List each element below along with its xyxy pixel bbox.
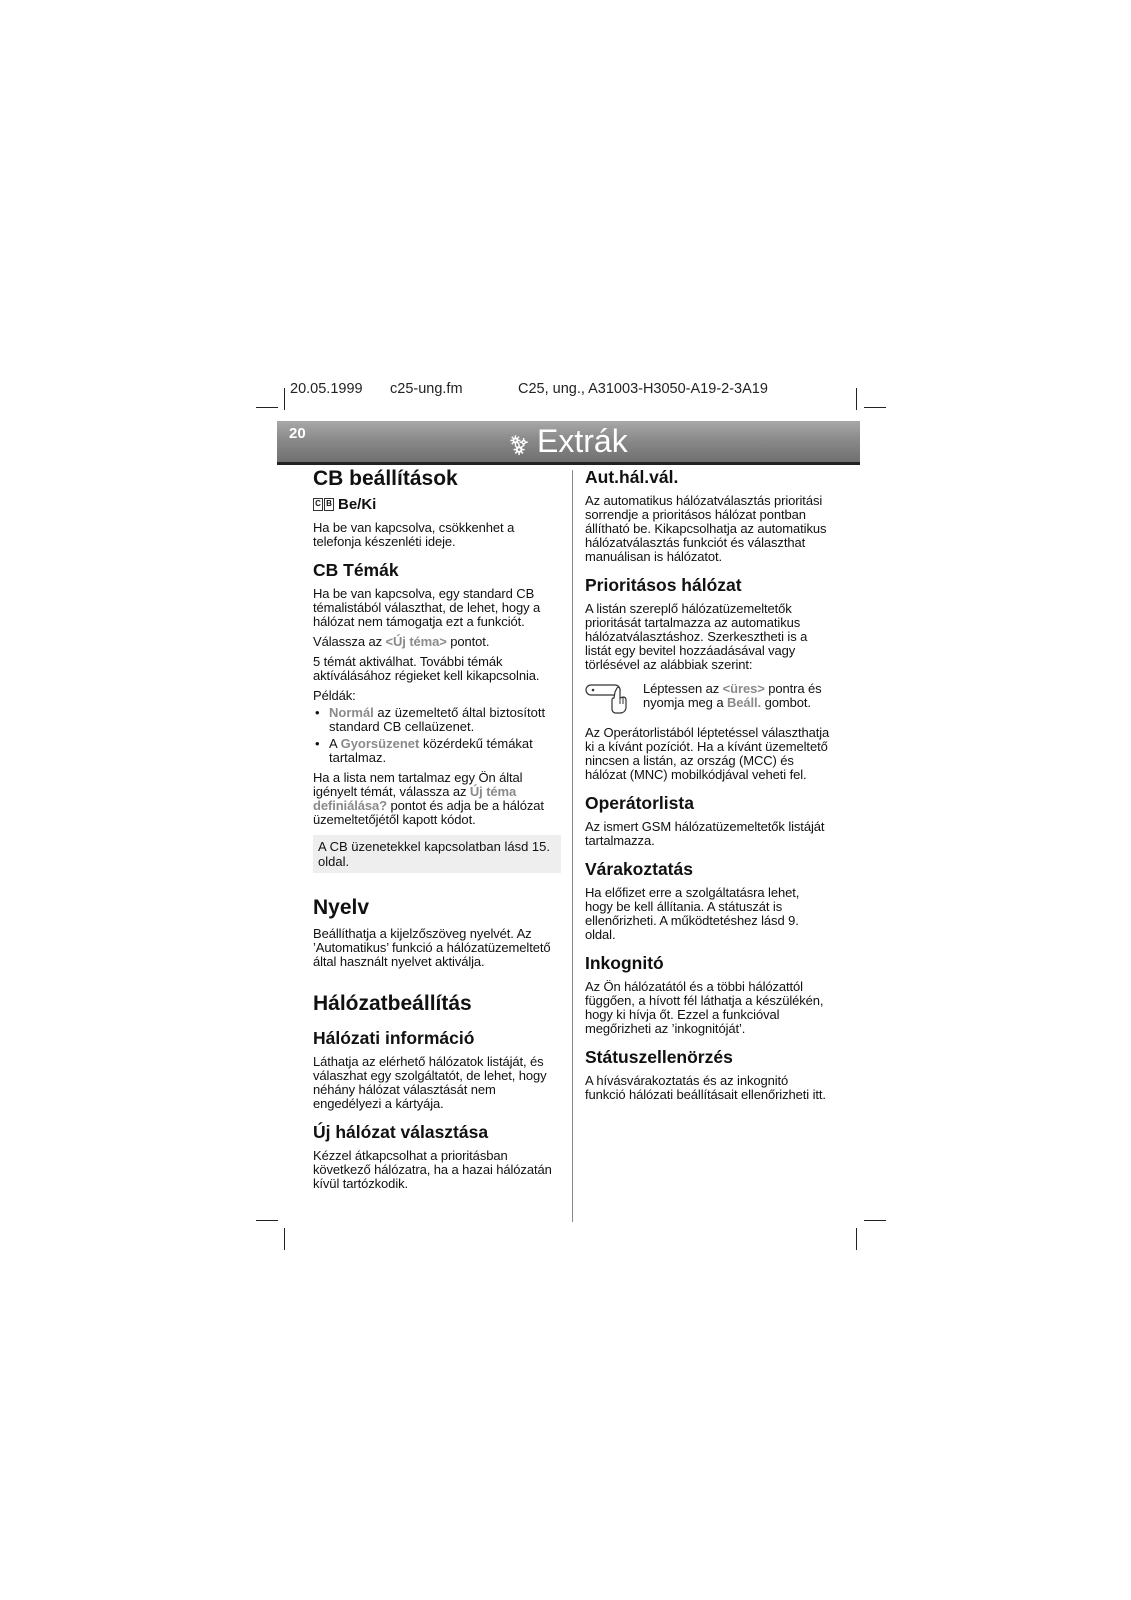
priority-network-heading: Prioritásos hálózat	[585, 575, 742, 595]
operator-list-heading: Operátorlista	[585, 793, 694, 813]
chapter-heading	[509, 423, 628, 460]
text-fragment: közérdekű témákat tartalmaz.	[329, 736, 533, 765]
be-ki-heading	[313, 496, 561, 513]
empty-option: <üres>	[722, 681, 765, 696]
examples-label: Példák:	[313, 688, 356, 703]
list-item	[313, 737, 561, 765]
operator-list-text: Az ismert GSM hálózatüzemeltetők listáját tartalmazza.	[585, 819, 825, 848]
crop-mark	[856, 1228, 857, 1250]
normal-option: Normál	[329, 705, 374, 720]
operator-list-select-text: Az Operátorlistából léptetéssel választhatja ki a kívánt pozíciót. Ha a kívánt üzemeltető nincsen a listán, az ország (MCC) és hálózat (MNC) mobilkódjával veheti fel.	[585, 725, 830, 782]
network-info-text: Láthatja az elérhető hálózatok listáját, és válaszhat egy szolgáltatót, de lehet, hogy néhány hálózat választását nem engedélyezi a kártyája.	[313, 1054, 547, 1111]
cb-settings-heading: CB beállítások	[313, 467, 458, 490]
cb-note: A CB üzenetekkel kapcsolatban lásd 15. oldal.	[313, 835, 561, 873]
incognito-heading: Inkognitó	[585, 953, 664, 973]
chapter-title: Extrák	[537, 423, 628, 459]
cb-topics-text: Ha be van kapcsolva, egy standard CB témalistából választhat, de lehet, hogy a hálózat nem támogatja ezt a funkciót.	[313, 586, 541, 629]
priority-network-text: A listán szereplő hálózatüzemeltetők prioritását tartalmazza az automatikus hálózatválasztáshoz. Szerkesztheti is a listát egy bevitel hozzáadásával vagy törlésével az alábbiak szerint:	[585, 601, 808, 672]
crop-mark	[864, 1220, 886, 1221]
incognito-text: Az Ön hálózatától és a többi hálózattól függően, a hívott fél láthatja a készülékén, hogy ki hívja őt. Ezzel a funkcióval megőrizheti az ’inkognitóját’.	[585, 979, 824, 1036]
status-check-text: A hívásvárakoztatás és az inkognitó funkció hálózati beállításait ellenőrizheti itt.	[585, 1073, 826, 1102]
cb-topics-select-text	[313, 635, 561, 649]
header-date: 20.05.1999	[290, 381, 363, 397]
call-waiting-heading: Várakoztatás	[585, 859, 693, 879]
list-item	[313, 706, 561, 734]
crop-mark	[256, 1220, 278, 1221]
crop-mark	[284, 1228, 285, 1250]
instruction-step	[585, 682, 830, 716]
be-ki-text: Ha be van kapcsolva, csökkenhet a telefonja készenléti ideje.	[313, 520, 515, 549]
language-text: Beállíthatja a kijelzőszöveg nyelvét. Az ’Automatikus’ funkció a hálózatüzemeltető által használt nyelvet aktiválja.	[313, 926, 551, 969]
cb-topics-define-text	[313, 771, 561, 827]
gear-cluster-icon	[509, 434, 531, 456]
text-fragment: Ha a lista nem tartalmaz egy Ön által igényelt témát, válassza az	[313, 770, 523, 799]
cb-topics-limit-text: 5 témát aktiválhat. További témák aktíválásához régieket kell kikapcsolnia.	[313, 654, 540, 683]
language-heading: Nyelv	[313, 896, 370, 919]
cb-icon	[313, 498, 334, 511]
crop-mark	[864, 407, 886, 408]
auto-network-heading: Aut.hál.vál.	[585, 467, 679, 487]
new-topic-option: <Új téma>	[385, 634, 447, 649]
status-check-heading: Státuszellenörzés	[585, 1047, 733, 1067]
call-waiting-text: Ha előfizet erre a szolgáltatásra lehet, hogy be kell állítania. A státuszát is ellenőrizheti. A működtetéshez lásd 9. oldal.	[585, 885, 800, 942]
header-file: c25-ung.fm	[390, 381, 463, 397]
text-fragment: A	[329, 736, 341, 751]
new-network-text: Kézzel átkapcsolhat a prioritásban következő hálózatra, ha a hazai hálózatán kívül tartózkodik.	[313, 1148, 552, 1191]
page-number: 20	[289, 425, 306, 442]
define-topic-option: Új téma definiálása?	[313, 784, 517, 813]
left-column	[313, 466, 561, 1197]
new-network-heading: Új hálózat választása	[313, 1122, 489, 1142]
text-fragment: Léptessen az	[643, 681, 723, 696]
cb-icon-letter: C	[313, 498, 323, 511]
be-ki-label: Be/Ki	[338, 496, 377, 513]
crop-mark	[256, 407, 278, 408]
cb-topics-heading: CB Témák	[313, 560, 399, 580]
text-fragment: pontot.	[446, 634, 490, 649]
crop-mark	[284, 388, 285, 410]
crop-mark	[856, 388, 857, 410]
quick-message-option: Gyorsüzenet	[340, 736, 420, 751]
chapter-title-bar	[277, 421, 860, 465]
text-fragment: pontot és adja be a hálózat üzemeltetőjétől kapott kódot.	[313, 798, 544, 827]
cb-icon-letter: B	[324, 498, 334, 511]
set-softkey: Beáll.	[726, 695, 762, 710]
column-divider	[572, 470, 573, 1222]
text-fragment: az üzemeltető által biztosított standard CB cellaüzenet.	[329, 705, 546, 734]
network-info-heading: Hálózati információ	[313, 1028, 475, 1048]
text-fragment: pontra és nyomja meg a	[643, 681, 822, 710]
right-column	[585, 466, 830, 1108]
instruction-text	[643, 682, 830, 716]
auto-network-text: Az automatikus hálózatválasztás prioritási sorrendje a prioritásos hálózat pontban állítható be. Kikapcsolhatja az automatikus hálózatválasztás funkciót és választhat manuálisan is hálózatot.	[585, 493, 827, 564]
network-settings-heading: Hálózatbeállítás	[313, 992, 472, 1015]
header-doc-ref: C25, ung., A31003-H3050-A19-2-3A19	[518, 381, 768, 397]
text-fragment: Válassza az	[313, 634, 386, 649]
text-fragment: gombot.	[761, 695, 811, 710]
examples-list	[313, 706, 561, 765]
navigation-key-hand-icon	[585, 682, 635, 716]
